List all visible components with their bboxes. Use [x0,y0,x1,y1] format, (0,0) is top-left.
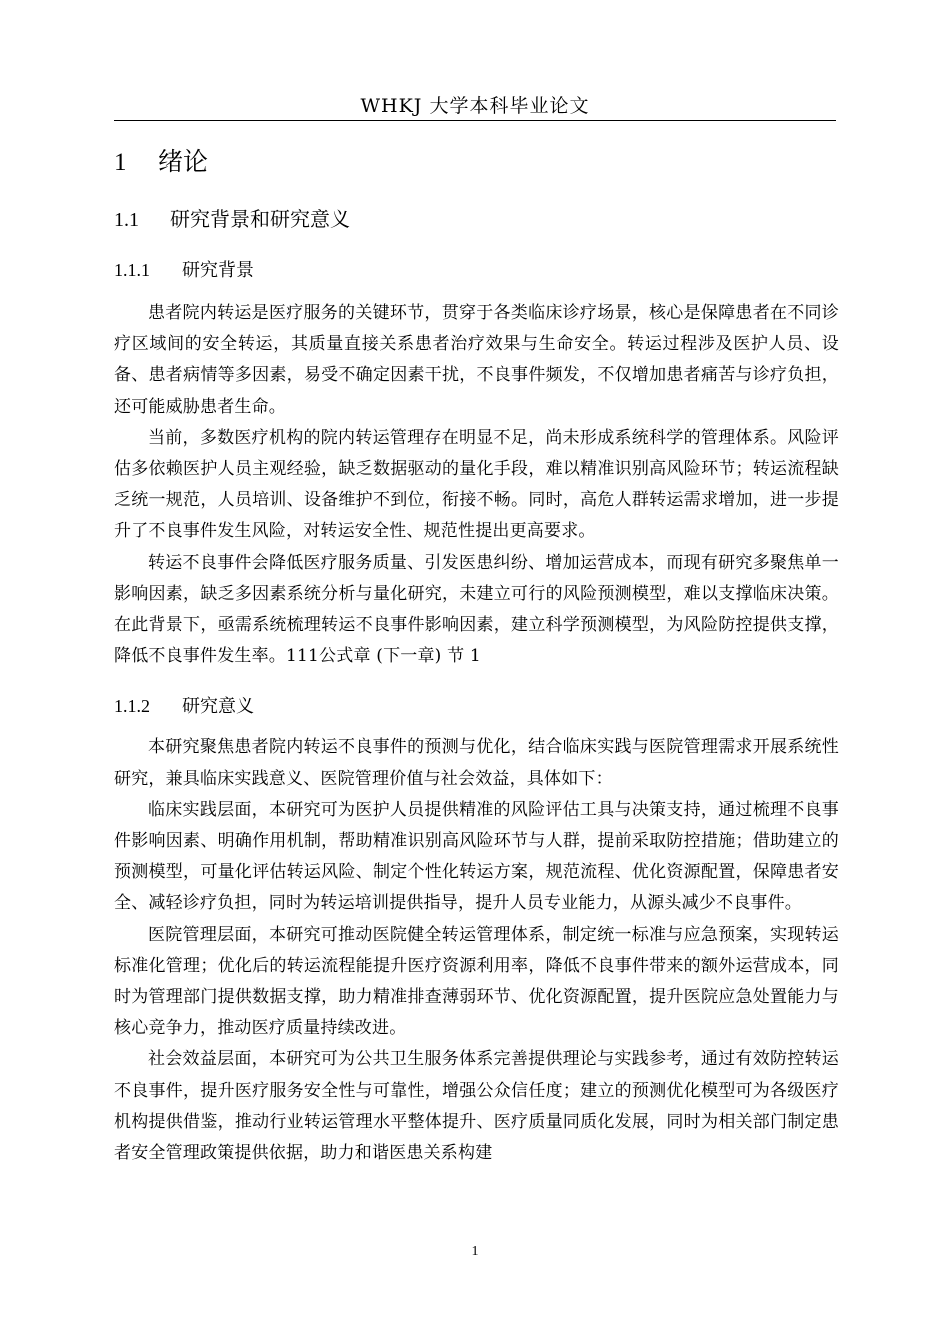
subsection-heading-background [114,252,839,288]
header-title: WHKJ 大学本科毕业论文 [360,95,590,117]
chapter-title: 绪论 [158,147,209,176]
chapter-heading [114,142,839,182]
paragraph: 医院管理层面，本研究可推动医院健全转运管理体系，制定统一标准与应急预案，实现转运标准化管理；优化后的转运流程能提升医疗资源利用率，降低不良事件带来的额外运营成本，同时为管理部门提供数据支撑，助力精准排查薄弱环节、优化资源配置，提升医院应急处置能力与核心竞争力，推动医疗质量持续改进。 [114,924,839,1039]
subsection-number: 1.1.2 [114,696,150,717]
section-title: 研究背景和研究意义 [170,207,350,231]
paragraph: 患者院内转运是医疗服务的关键环节，贯穿于各类临床诊疗场景，核心是保障患者在不同诊疗区域间的安全转运，其质量直接关系患者治疗效果与生命安全。转运过程涉及医护人员、设备、患者病情等多因素，易受不确定因素干扰，不良事件频发，不仅增加患者痛苦与诊疗负担，还可能威胁患者生命。 [114,303,839,417]
subsection-title: 研究意义 [182,696,254,718]
chapter-number: 1 [114,149,127,176]
subsection-title: 研究背景 [182,260,254,281]
page-number: 1 [471,1244,479,1259]
paragraph: 转运不良事件会降低医疗服务质量、引发医患纠纷、增加运营成本，而现有研究多聚焦单一影响因素，缺乏多因素系统分析与量化研究，未建立可行的风险预测模型，难以支撑临床决策。在此背景下，亟需系统梳理转运不良事件影响因素，建立科学预测模型，为风险防控提供支撑，降低不良事件发生率。111公式章 (下一章) 节 1 [114,552,839,667]
page-header [114,92,836,121]
document-body [114,132,839,1169]
subsection-heading-significance [114,688,839,724]
paragraph: 当前，多数医疗机构的院内转运管理存在明显不足，尚未形成系统科学的管理体系。风险评估多依赖医护人员主观经验，缺乏数据驱动的量化手段，难以精准识别高风险环节；转运流程缺乏统一规范，人员培训、设备维护不到位，衔接不畅。同时，高危人群转运需求增加，进一步提升了不良事件发生风险，对转运安全性、规范性提出更高要求。 [114,427,839,542]
paragraph: 社会效益层面，本研究可为公共卫生服务体系完善提供理论与实践参考，通过有效防控转运不良事件，提升医疗服务安全性与可靠性，增强公众信任度；建立的预测优化模型可为各级医疗机构提供借鉴，推动行业转运管理水平整体提升、医疗质量同质化发展，同时为相关部门制定患者安全管理政策提供依据，助力和谐医患关系构建 [114,1049,839,1164]
subsection-number: 1.1.1 [114,260,150,280]
section-heading [114,202,839,236]
paragraph: 本研究聚焦患者院内转运不良事件的预测与优化，结合临床实践与医院管理需求开展系统性研究，兼具临床实践意义、医院管理价值与社会效益，具体如下： [114,737,839,789]
paragraph: 临床实践层面，本研究可为医护人员提供精准的风险评估工具与决策支持，通过梳理不良事件影响因素、明确作用机制，帮助精准识别高风险环节与人群，提前采取防控措施；借助建立的预测模型，可量化评估转运风险、制定个性化转运方案，规范流程、优化资源配置，保障患者安全、减轻诊疗负担，同时为转运培训提供指导，提升人员专业能力，从源头减少不良事件。 [114,799,839,914]
section-number: 1.1 [114,209,139,231]
